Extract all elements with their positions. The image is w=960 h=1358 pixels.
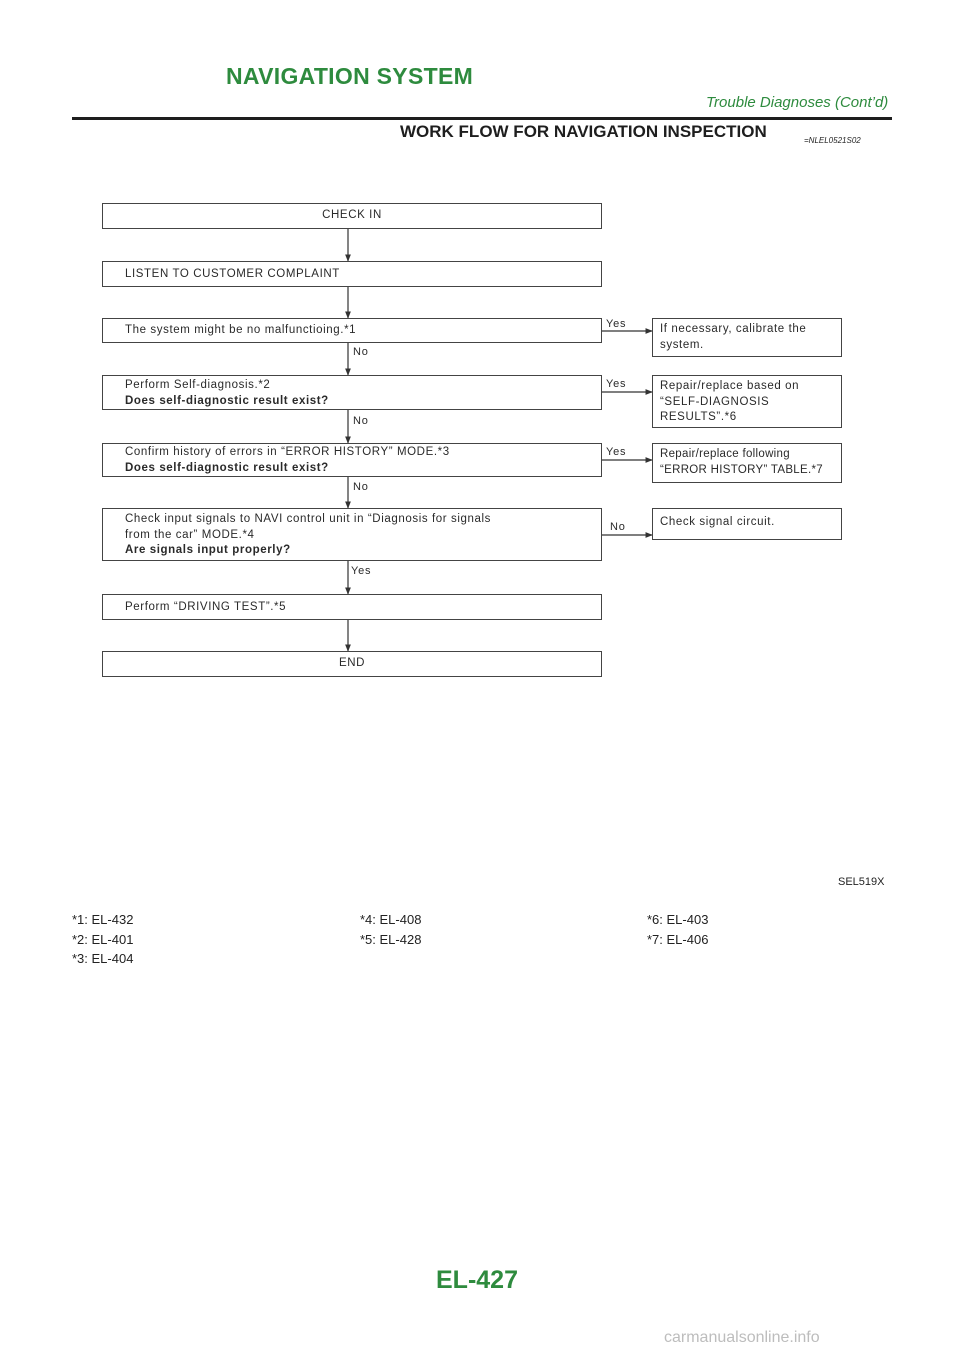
flow-box-step2 [102,375,602,410]
label-no-1: No [353,346,369,358]
step4-text-line2: from the car” MODE.*4 [125,528,255,541]
reference-item: *2: EL-401 [72,931,134,947]
result3-line1: Repair/replace following [660,448,790,460]
result2-line3: RESULTS”.*6 [660,411,737,423]
page-header-subtitle: Trouble Diagnoses (Cont’d) [706,94,889,111]
figure-id: SEL519X [838,876,885,888]
listen-label: LISTEN TO CUSTOMER COMPLAINT [125,268,340,280]
reference-item: *3: EL-404 [72,951,134,966]
step3-question: Does self-diagnostic result exist? [125,461,329,474]
result2-line1: Repair/replace based on [660,380,800,392]
label-no-3: No [353,481,369,493]
flow-box-end [102,651,602,677]
step4-text-line1: Check input signals to NAVI control unit in “Diagnosis for signals [125,513,492,525]
result4-line1: Check signal circuit. [660,516,775,528]
flow-box-result1 [652,318,842,357]
reference-item: *5: EL-428 [360,931,422,947]
step3-text: Confirm history of errors in “ERROR HISTORY” MODE.*3 [125,446,450,458]
flow-box-result4 [652,508,842,540]
references-col-3 [647,910,708,949]
result1-line1: If necessary, calibrate the [660,323,807,335]
result1-line2: system. [660,338,704,351]
flow-box-step3 [102,443,602,477]
result3-line2: “ERROR HISTORY” TABLE.*7 [660,463,823,476]
page-header-title: NAVIGATION SYSTEM [226,63,474,89]
label-yes-4: Yes [351,565,372,577]
label-no-4: No [610,521,626,533]
result2-line2: “SELF-DIAGNOSIS [660,395,770,408]
references-col-1 [72,910,133,969]
label-yes-2: Yes [606,378,627,390]
reference-item: *1: EL-432 [72,912,134,927]
flow-box-step1 [102,318,602,343]
section-code: =NLEL0521S02 [804,136,861,145]
label-no-2: No [353,415,369,427]
step1-text: The system might be no malfunctioing.*1 [125,324,357,336]
flow-box-step4 [102,508,602,561]
step4-question: Are signals input properly? [125,544,291,556]
references-col-2 [360,910,421,949]
step5-text: Perform “DRIVING TEST”.*5 [125,601,287,613]
flow-box-result2 [652,375,842,428]
reference-item: *4: EL-408 [360,912,422,927]
flow-box-result3 [652,443,842,483]
page-number: EL-427 [436,1266,518,1294]
label-yes-1: Yes [606,318,627,330]
flow-box-check-in [102,203,602,229]
flow-box-listen [102,261,602,287]
reference-item: *6: EL-403 [647,912,709,927]
step2-text: Perform Self-diagnosis.*2 [125,379,271,391]
watermark-text: carmanualsonline.info [664,1329,820,1346]
step2-question: Does self-diagnostic result exist? [125,394,329,407]
check-in-label: CHECK IN [322,209,382,222]
flow-box-step5 [102,594,602,620]
label-yes-3: Yes [606,446,627,458]
section-title: WORK FLOW FOR NAVIGATION INSPECTION [400,122,767,141]
end-label: END [338,657,366,670]
reference-item: *7: EL-406 [647,931,709,947]
